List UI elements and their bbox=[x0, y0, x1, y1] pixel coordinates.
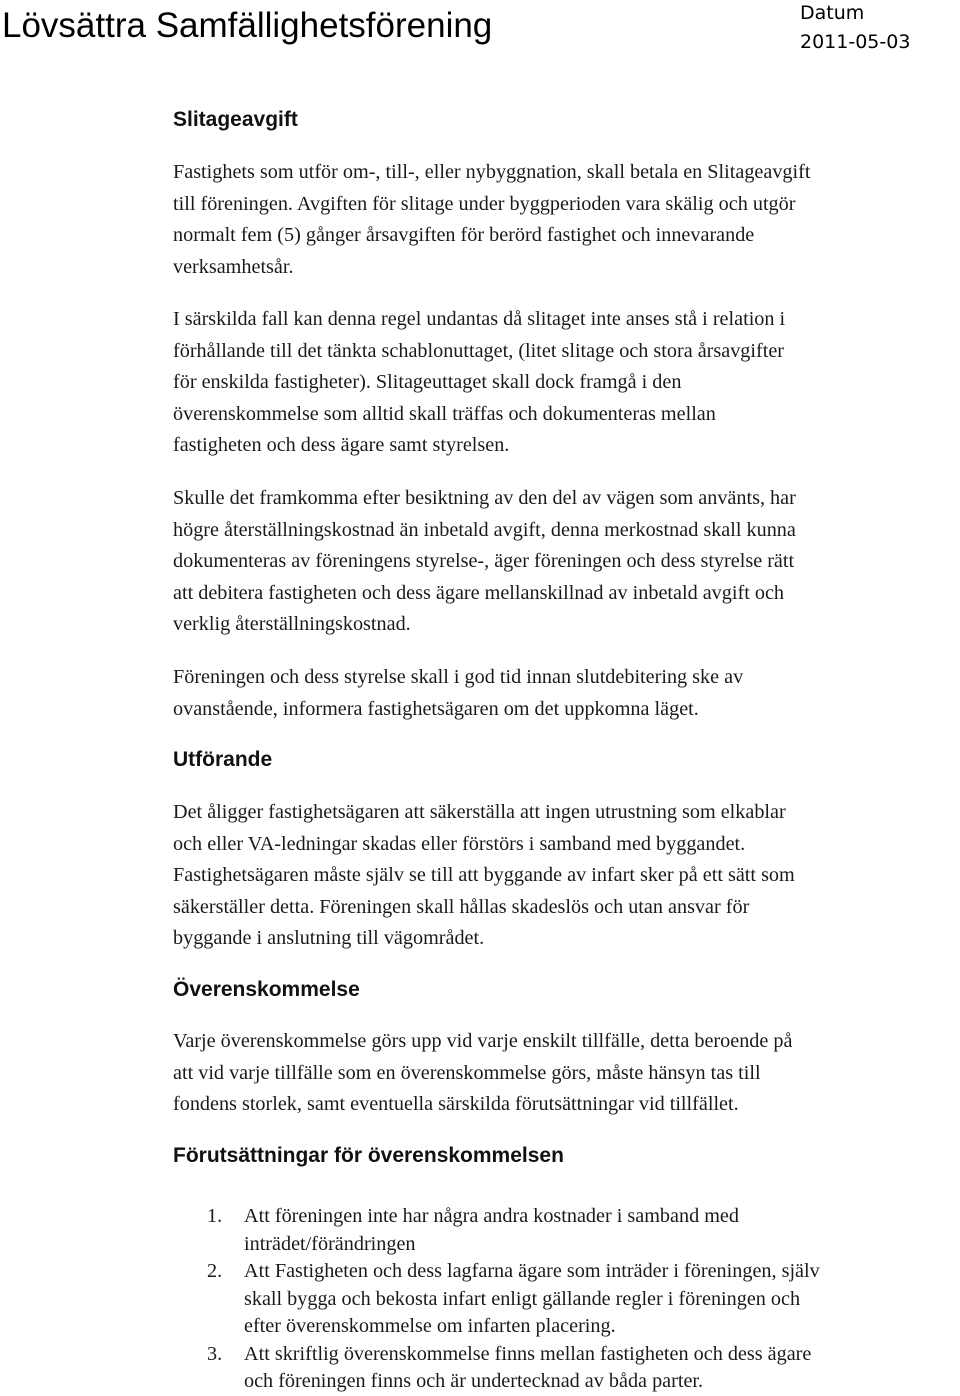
text-line: fastigheten och dess ägare samt styrelsen. bbox=[173, 434, 510, 456]
text-line: skall bygga och bekosta infart enligt gällande regler i föreningen och bbox=[244, 1287, 801, 1310]
text-line: I särskilda fall kan denna regel undantas då slitaget inte anses stå i relation i bbox=[173, 308, 786, 330]
text-line: och föreningen finns och är undertecknad av båda parter. bbox=[244, 1370, 704, 1392]
text-line: och eller VA-ledningar skadas eller förstörs i samband med byggandet. bbox=[173, 832, 746, 855]
heading-overenskommelse: Överenskommelse bbox=[173, 978, 360, 1001]
heading-slitageavgift: Slitageavgift bbox=[173, 108, 298, 131]
text-line: Skulle det framkomma efter besiktning av den del av vägen som använts, har bbox=[173, 487, 796, 509]
section-forutsattningar bbox=[173, 1142, 958, 1170]
text-line: Fastighets som utför om-, till-, eller nybyggnation, skall betala en Slitageavgift bbox=[173, 161, 811, 183]
text-line: Varje överenskommelse görs upp vid varje enskilt tillfälle, detta beroende på bbox=[173, 1030, 793, 1052]
section-slitageavgift bbox=[173, 106, 958, 134]
text-line: säkerställer detta. Föreningen skall hållas skadeslös och utan ansvar för bbox=[173, 895, 750, 918]
date-value: 2011-05-03 bbox=[800, 31, 911, 53]
date-label: Datum bbox=[800, 2, 865, 24]
text-line: förhållande till det tänkta schablonuttaget, (litet slitage och stora årsavgifter bbox=[173, 339, 785, 362]
text-line: att debitera fastigheten och dess ägare mellanskillnad av inbetald avgift och bbox=[173, 581, 785, 604]
text-line: inträdet/förändringen bbox=[244, 1232, 416, 1255]
slitageavgift-paragraph-4 bbox=[173, 662, 958, 725]
conditions-list bbox=[173, 1203, 820, 1396]
list-item bbox=[173, 1258, 820, 1341]
overenskommelse-paragraph-1 bbox=[173, 1026, 958, 1121]
list-item-number: 2. bbox=[207, 1260, 223, 1282]
text-line: att vid varje tillfälle som en överenskommelse görs, måste hänsyn tas till bbox=[173, 1061, 761, 1084]
date-block bbox=[800, 0, 910, 56]
text-line: överenskommelse som alltid skall träffas och dokumenteras mellan bbox=[173, 402, 716, 425]
text-line: för enskilda fastigheter). Slitageuttaget skall dock framgå i den bbox=[173, 371, 682, 393]
slitageavgift-paragraph-2 bbox=[173, 304, 958, 462]
text-line: till föreningen. Avgiften för slitage under byggperioden vara skälig och utgör bbox=[173, 192, 796, 215]
organization-title: Lövsättra Samfällighetsförening bbox=[2, 6, 493, 45]
text-line: byggande i anslutning till vägområdet. bbox=[173, 927, 485, 949]
list-item-number: 3. bbox=[207, 1342, 223, 1365]
text-line: Fastighetsägaren måste själv se till att byggande av infart sker på ett sätt som bbox=[173, 864, 795, 886]
text-line: Att Fastigheten och dess lagfarna ägare som inträder i föreningen, själv bbox=[244, 1260, 820, 1282]
text-line: fondens storlek, samt eventuella särskilda förutsättningar vid tillfället. bbox=[173, 1093, 739, 1115]
text-line: verklig återställningskostnad. bbox=[173, 613, 411, 635]
section-overenskommelse bbox=[173, 976, 958, 1004]
list-item-number: 1. bbox=[207, 1205, 223, 1227]
text-line: verksamhetsår. bbox=[173, 255, 294, 278]
text-line: normalt fem (5) gånger årsavgiften för berörd fastighet och innevarande bbox=[173, 224, 755, 246]
slitageavgift-paragraph-1 bbox=[173, 157, 958, 283]
heading-utforande: Utförande bbox=[173, 748, 273, 771]
heading-forutsattningar: Förutsättningar för överenskommelsen bbox=[173, 1144, 564, 1167]
section-utforande bbox=[173, 746, 958, 774]
text-line: högre återställningskostnad än inbetald avgift, denna merkostnad skall kunna bbox=[173, 518, 796, 541]
text-line: dokumenteras av föreningens styrelse-, äger föreningen och dess styrelse rätt bbox=[173, 550, 795, 572]
page-header bbox=[0, 0, 960, 60]
text-line: Att föreningen inte har några andra kostnader i samband med bbox=[244, 1205, 739, 1227]
slitageavgift-paragraph-3 bbox=[173, 483, 958, 641]
utforande-paragraph-1 bbox=[173, 797, 958, 955]
text-line: efter överenskommelse om infarten placering. bbox=[244, 1315, 616, 1337]
text-line: Det åligger fastighetsägaren att säkerställa att ingen utrustning som elkablar bbox=[173, 801, 786, 823]
text-line: Att skriftlig överenskommelse finns mellan fastigheten och dess ägare bbox=[244, 1342, 812, 1365]
text-line: ovanstående, informera fastighetsägaren om det uppkomna läget. bbox=[173, 697, 699, 720]
list-item bbox=[173, 1341, 820, 1396]
list-item bbox=[173, 1203, 820, 1258]
text-line: Föreningen och dess styrelse skall i god tid innan slutdebitering ske av bbox=[173, 666, 744, 688]
